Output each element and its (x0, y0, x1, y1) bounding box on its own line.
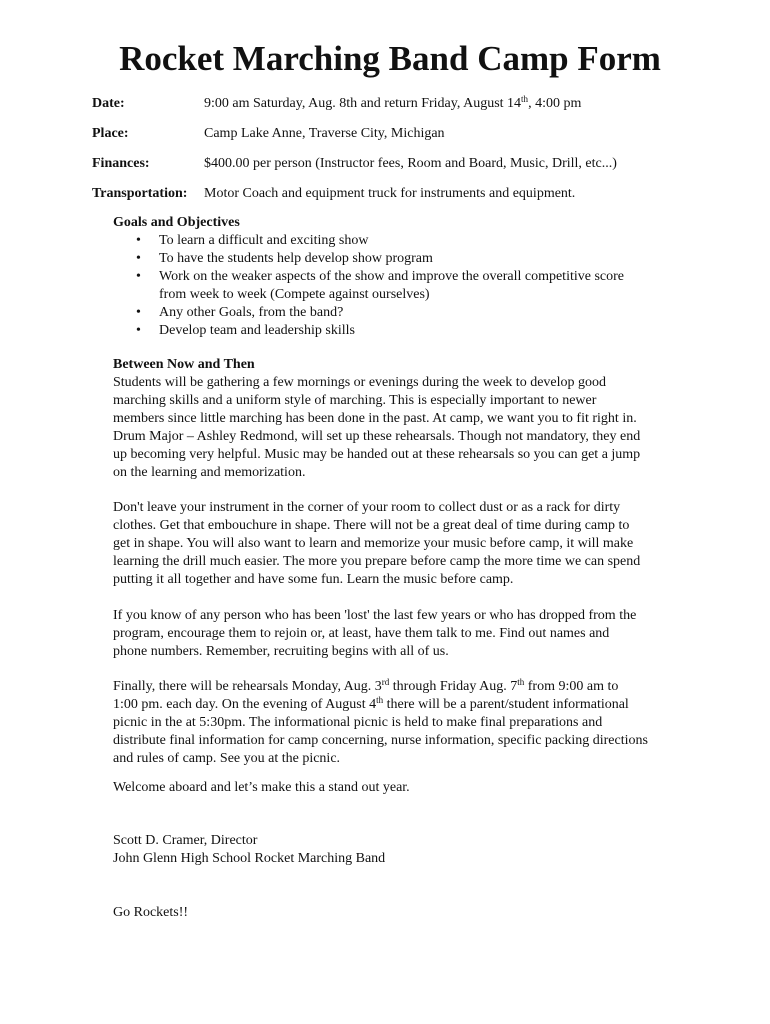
bullet-icon: • (136, 323, 141, 338)
director-name: Scott D. Cramer, Director (113, 833, 258, 848)
paragraph-line: Don't leave your instrument in the corner of your room to collect dust or as a rack for dirty (113, 500, 621, 515)
finances-label: Finances: (92, 156, 150, 171)
place-label: Place: (92, 126, 129, 141)
goals-section (113, 214, 703, 340)
finances-value: $400.00 per person (Instructor fees, Room and Board, Music, Drill, etc...) (204, 156, 617, 171)
recruiting-paragraph (113, 607, 703, 661)
date-label: Date: (92, 96, 125, 111)
bullet-icon: • (136, 305, 141, 320)
paragraph-line: If you know of any person who has been 'lost' the last few years or who has dropped from the (113, 608, 637, 623)
goal-text: Develop team and leadership skills (159, 323, 355, 338)
organization-name: John Glenn High School Rocket Marching Band (113, 851, 386, 866)
date-value-sup: th (521, 94, 529, 104)
welcome-paragraph (113, 779, 703, 797)
paragraph-line: clothes. Get that embouchure in shape. There will not be a great deal of time during camp to (113, 518, 630, 533)
paragraph-line: marching skills and a uniform style of marching. This is especially important to newer (113, 393, 597, 408)
list-item (113, 250, 703, 268)
paragraph-line: distribute final information for camp concerning, nurse information, specific packing directions (113, 733, 648, 748)
welcome-text: Welcome aboard and let’s make this a stand out year. (113, 780, 410, 795)
list-item (113, 322, 703, 340)
text-run: there will be a parent/student informational (383, 697, 629, 712)
transportation-value: Motor Coach and equipment truck for instruments and equipment. (204, 186, 576, 201)
paragraph-line: get in shape. You will also want to learn and memorize your music before camp, it will make (113, 536, 634, 551)
instrument-paragraph (113, 499, 703, 589)
text-run: from 9:00 am to (524, 679, 619, 694)
paragraph-line: Drum Major – Ashley Redmond, will set up these rehearsals. Though not mandatory, they end (113, 429, 641, 444)
list-item (113, 304, 703, 322)
goal-text: To have the students help develop show program (159, 251, 433, 266)
paragraph-line: members since little marching has been done in the past. At camp, we want you to fit right in. (113, 411, 637, 426)
list-item (113, 268, 703, 304)
goal-text: Any other Goals, from the band? (159, 305, 344, 320)
closing-line (113, 904, 703, 922)
signature-block (113, 832, 703, 868)
transportation-label: Transportation: (92, 186, 188, 201)
place-value: Camp Lake Anne, Traverse City, Michigan (204, 126, 445, 141)
date-value-main: 9:00 am Saturday, Aug. 8th and return Friday, August 14 (204, 96, 522, 111)
goals-heading: Goals and Objectives (113, 215, 240, 230)
text-run: 1:00 pm. each day. On the evening of August 4 (113, 697, 377, 712)
paragraph-line: program, encourage them to rejoin or, at least, have them talk to me. Find out names and (113, 626, 610, 641)
paragraph-line (113, 696, 703, 714)
paragraph-line: on the learning and memorization. (113, 465, 306, 480)
page-title: Rocket Marching Band Camp Form (119, 39, 661, 78)
goals-list (113, 232, 703, 340)
text-sup: rd (381, 677, 390, 687)
bullet-icon: • (136, 251, 141, 266)
goal-text: Work on the weaker aspects of the show and improve the overall competitive score (159, 269, 624, 284)
list-item (113, 232, 703, 250)
paragraph-line: picnic in the at 5:30pm. The informational picnic is held to make final preparations and (113, 715, 603, 730)
goal-text: To learn a difficult and exciting show (159, 233, 369, 248)
between-heading: Between Now and Then (113, 357, 255, 372)
paragraph-line: up becoming very helpful. Music may be handed out at these rehearsals so you can get a jump (113, 447, 641, 462)
paragraph-line: phone numbers. Remember, recruiting begins with all of us. (113, 644, 449, 659)
closing-text: Go Rockets!! (113, 905, 189, 920)
paragraph-line: putting it all together and have some fun. Learn the music before camp. (113, 572, 514, 587)
paragraph-line (113, 678, 703, 696)
date-value-end: , 4:00 pm (528, 96, 582, 111)
text-sup: th (517, 677, 525, 687)
date-value (204, 95, 581, 113)
text-run: through Friday Aug. 7 (389, 679, 518, 694)
paragraph-line: learning the drill much easier. The more you prepare before camp the more time we can spend (113, 554, 641, 569)
between-section (113, 356, 703, 482)
goal-text-continuation: from week to week (Compete against ourselves) (159, 287, 430, 302)
text-run: Finally, there will be rehearsals Monday, Aug. 3 (113, 679, 382, 694)
paragraph-line: and rules of camp. See you at the picnic. (113, 751, 341, 766)
paragraph-line: Students will be gathering a few mornings or evenings during the week to develop good (113, 375, 607, 390)
bullet-icon: • (136, 269, 141, 284)
text-sup: th (376, 695, 384, 705)
bullet-icon: • (136, 233, 141, 248)
rehearsals-paragraph (113, 678, 703, 768)
